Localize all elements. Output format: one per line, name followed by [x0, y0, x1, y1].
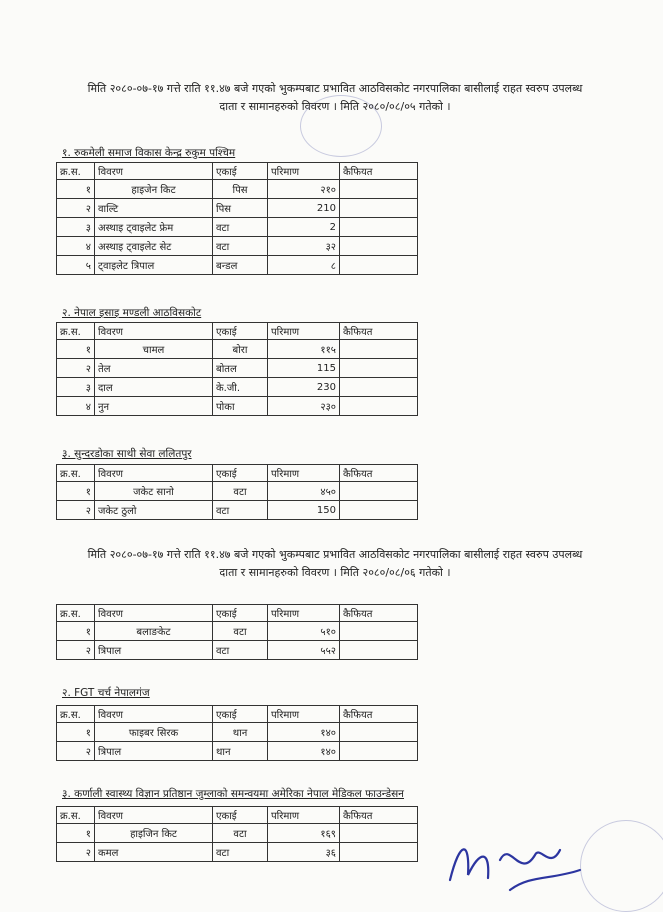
cell-item: नुन	[95, 397, 213, 416]
cell-remark	[340, 340, 418, 359]
col-header-unit: एकाई	[213, 163, 268, 180]
cell-qty: ५१०	[268, 622, 340, 641]
table-row	[57, 340, 418, 359]
cell-qty: 230	[268, 378, 340, 397]
col-header-sn: क्र.स.	[57, 706, 95, 723]
col-header-item: विवरण	[95, 465, 213, 482]
table-row	[57, 641, 418, 660]
cell-item: जकेट ठुलो	[95, 501, 213, 520]
cell-item: हाइजेन किट	[95, 180, 213, 199]
cell-unit: बन्डल	[213, 256, 268, 275]
cell-unit: वटा	[213, 824, 268, 843]
cell-item: हाइजिन किट	[95, 824, 213, 843]
cell-item: कमल	[95, 843, 213, 862]
table-header-row	[57, 323, 418, 340]
col-header-item: विवरण	[95, 706, 213, 723]
cell-unit: वटा	[213, 218, 268, 237]
col-header-item: विवरण	[95, 163, 213, 180]
col-header-qty: परिमाण	[268, 807, 340, 824]
col-header-sn: क्र.स.	[57, 323, 95, 340]
col-header-remark: कैफियत	[340, 163, 418, 180]
cell-unit: पिस	[213, 199, 268, 218]
header-1-line-2: दाता र सामानहरुको विवरण । मिति २०८०/०८/०५ गतेको ।	[219, 100, 451, 113]
cell-unit: बोतल	[213, 359, 268, 378]
cell-sn: २	[57, 843, 95, 862]
cell-sn: २	[57, 501, 95, 520]
table-header-row	[57, 807, 418, 824]
table-row	[57, 742, 418, 761]
cell-item: बलाङकेट	[95, 622, 213, 641]
cell-item: त्रिपाल	[95, 742, 213, 761]
cell-sn: १	[57, 482, 95, 501]
cell-item: वाल्टि	[95, 199, 213, 218]
table-row	[57, 501, 418, 520]
cell-sn: १	[57, 723, 95, 742]
section-2-title: २. नेपाल इसाइ मण्डली आठविसकोट	[62, 307, 202, 319]
section-5-title: २. FGT चर्च नेपालगंज	[62, 687, 150, 699]
cell-unit: वटा	[213, 501, 268, 520]
cell-sn: ४	[57, 237, 95, 256]
cell-remark	[340, 641, 418, 660]
cell-remark	[340, 199, 418, 218]
cell-unit: के.जी.	[213, 378, 268, 397]
col-header-unit: एकाई	[213, 807, 268, 824]
cell-remark	[340, 237, 418, 256]
header-2	[40, 546, 630, 582]
cell-remark	[340, 180, 418, 199]
table-header-row	[57, 605, 418, 622]
cell-qty: ४५०	[268, 482, 340, 501]
col-header-remark: कैफियत	[340, 465, 418, 482]
cell-item: चामल	[95, 340, 213, 359]
table-row	[57, 256, 418, 275]
cell-unit: पिस	[213, 180, 268, 199]
cell-remark	[340, 397, 418, 416]
table-row	[57, 824, 418, 843]
header-2-line-1: मिति २०८०-०७-१७ गत्ते राति ११.४७ बजे गएको भुकम्पबाट प्रभावित आठविसकोट नगरपालिका बासीलाई राहत स्वरुप उपलब्ध	[87, 548, 583, 561]
cell-unit: वटा	[213, 237, 268, 256]
table-row	[57, 397, 418, 416]
table-row	[57, 180, 418, 199]
section-5-table	[56, 705, 418, 761]
table-header-row	[57, 706, 418, 723]
cell-remark	[340, 742, 418, 761]
section-2-table	[56, 322, 418, 416]
table-row	[57, 843, 418, 862]
col-header-qty: परिमाण	[268, 323, 340, 340]
cell-qty: 210	[268, 199, 340, 218]
section-4-table	[56, 604, 418, 660]
cell-item: अस्थाइ ट्वाइलेट फ्रेम	[95, 218, 213, 237]
cell-sn: २	[57, 359, 95, 378]
col-header-unit: एकाई	[213, 465, 268, 482]
table-header-row	[57, 465, 418, 482]
cell-sn: १	[57, 824, 95, 843]
cell-remark	[340, 723, 418, 742]
cell-sn: २	[57, 742, 95, 761]
cell-unit: थान	[213, 742, 268, 761]
col-header-unit: एकाई	[213, 323, 268, 340]
cell-remark	[340, 482, 418, 501]
cell-item: दाल	[95, 378, 213, 397]
cell-qty: 150	[268, 501, 340, 520]
cell-sn: १	[57, 180, 95, 199]
col-header-remark: कैफियत	[340, 807, 418, 824]
section-6-table	[56, 806, 418, 862]
office-stamp	[300, 95, 382, 157]
table-row	[57, 199, 418, 218]
cell-item: अस्थाइ ट्वाइलेट सेट	[95, 237, 213, 256]
col-header-qty: परिमाण	[268, 163, 340, 180]
col-header-qty: परिमाण	[268, 465, 340, 482]
cell-item: फाइबर सिरक	[95, 723, 213, 742]
cell-remark	[340, 622, 418, 641]
table-row	[57, 237, 418, 256]
cell-unit: वटा	[213, 843, 268, 862]
cell-sn: ४	[57, 397, 95, 416]
col-header-qty: परिमाण	[268, 706, 340, 723]
cell-remark	[340, 824, 418, 843]
table-row	[57, 378, 418, 397]
col-header-sn: क्र.स.	[57, 807, 95, 824]
section-1-title: १. रुकमेली समाज विकास केन्द्र रुकुम पश्चिम	[62, 147, 236, 159]
cell-remark	[340, 378, 418, 397]
table-row	[57, 359, 418, 378]
cell-qty: ५५२	[268, 641, 340, 660]
cell-qty: २१०	[268, 180, 340, 199]
cell-unit: वटा	[213, 482, 268, 501]
cell-unit: वटा	[213, 641, 268, 660]
cell-remark	[340, 843, 418, 862]
cell-unit: वटा	[213, 622, 268, 641]
col-header-unit: एकाई	[213, 605, 268, 622]
cell-qty: ११५	[268, 340, 340, 359]
col-header-remark: कैफियत	[340, 323, 418, 340]
table-header-row	[57, 163, 418, 180]
col-header-unit: एकाई	[213, 706, 268, 723]
table-row	[57, 218, 418, 237]
cell-item: तेल	[95, 359, 213, 378]
cell-remark	[340, 359, 418, 378]
cell-sn: २	[57, 641, 95, 660]
section-3-title: ३. सुन्दरडोका साथी सेवा ललितपुर	[62, 448, 192, 460]
col-header-sn: क्र.स.	[57, 465, 95, 482]
cell-remark	[340, 501, 418, 520]
table-row	[57, 723, 418, 742]
cell-sn: ३	[57, 378, 95, 397]
cell-unit: पोका	[213, 397, 268, 416]
col-header-qty: परिमाण	[268, 605, 340, 622]
cell-sn: १	[57, 622, 95, 641]
col-header-item: विवरण	[95, 605, 213, 622]
cell-item: जकेट सानो	[95, 482, 213, 501]
cell-qty: १४०	[268, 742, 340, 761]
cell-qty: ८	[268, 256, 340, 275]
cell-sn: ३	[57, 218, 95, 237]
cell-remark	[340, 256, 418, 275]
cell-remark	[340, 218, 418, 237]
col-header-remark: कैफियत	[340, 706, 418, 723]
cell-qty: 2	[268, 218, 340, 237]
col-header-item: विवरण	[95, 323, 213, 340]
section-1-table	[56, 162, 418, 275]
cell-qty: १४०	[268, 723, 340, 742]
cell-qty: १६९	[268, 824, 340, 843]
cell-sn: २	[57, 199, 95, 218]
col-header-remark: कैफियत	[340, 605, 418, 622]
cell-qty: 115	[268, 359, 340, 378]
cell-item: त्रिपाल	[95, 641, 213, 660]
cell-unit: थान	[213, 723, 268, 742]
section-6-title: ३. कर्णाली स्वास्थ्य विज्ञान प्रतिष्ठान जुम्लाको समन्वयमा अमेरिका नेपाल मेडिकल फाउन्डेसन	[62, 788, 405, 800]
col-header-item: विवरण	[95, 807, 213, 824]
cell-qty: २३०	[268, 397, 340, 416]
cell-sn: १	[57, 340, 95, 359]
header-2-line-2: दाता र सामानहरुको विवरण । मिति २०८०/०८/०६ गतेको ।	[219, 566, 451, 579]
header-1-line-1: मिति २०८०-०७-१७ गत्ते राति ११.४७ बजे गएको भुकम्पबाट प्रभावित आठविसकोट नगरपालिका बासीलाई राहत स्वरुप उपलब्ध	[87, 82, 583, 95]
col-header-sn: क्र.स.	[57, 163, 95, 180]
cell-qty: ३२	[268, 237, 340, 256]
cell-sn: ५	[57, 256, 95, 275]
section-3-table	[56, 464, 418, 520]
table-row	[57, 622, 418, 641]
signature-stamp	[580, 820, 663, 912]
cell-unit: बोरा	[213, 340, 268, 359]
cell-item: ट्वाइलेट त्रिपाल	[95, 256, 213, 275]
table-row	[57, 482, 418, 501]
cell-qty: ३६	[268, 843, 340, 862]
col-header-sn: क्र.स.	[57, 605, 95, 622]
